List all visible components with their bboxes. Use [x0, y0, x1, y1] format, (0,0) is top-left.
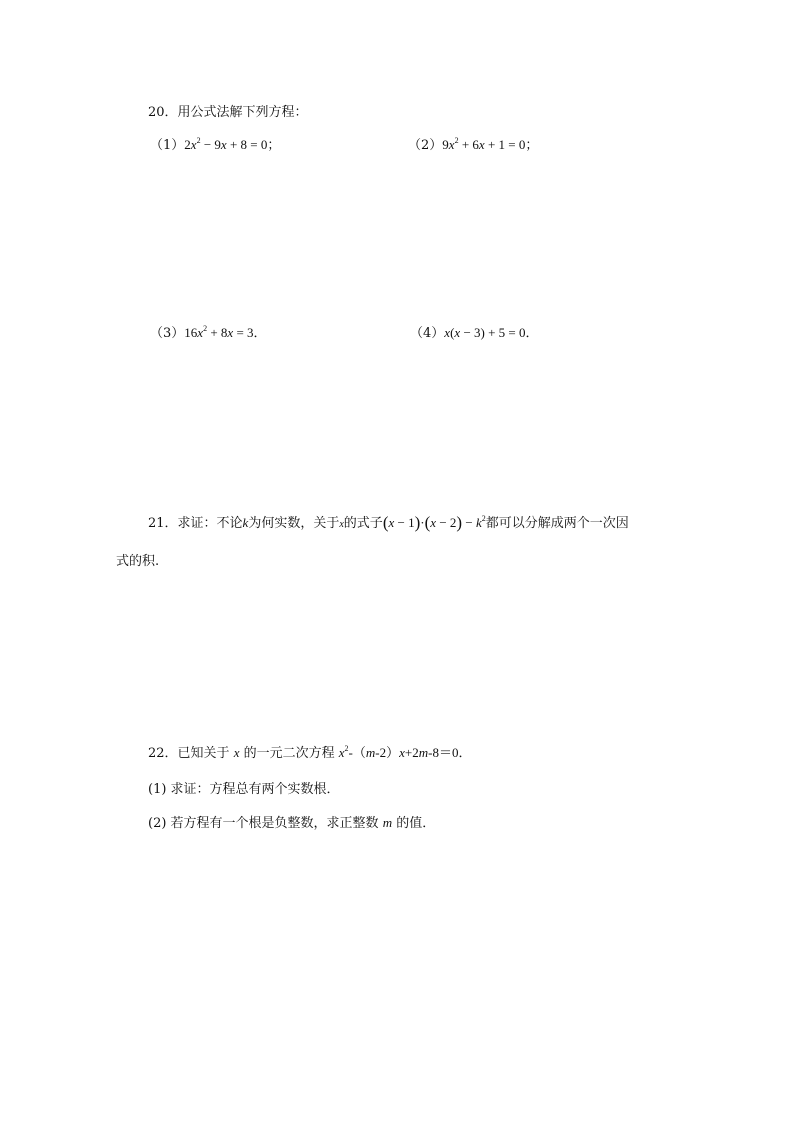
- var-x: x: [339, 519, 344, 530]
- item-end: ；: [267, 138, 281, 153]
- item-label: （2）: [408, 138, 443, 153]
- var-m: m: [382, 815, 393, 830]
- q22-sub1-text: (1) 求证：方程总有两个实数根．: [148, 782, 340, 797]
- q21-mid2: 的式子: [343, 516, 383, 531]
- q21-prefix: 21．求证：不论: [148, 516, 243, 531]
- item-end: ；: [525, 138, 539, 153]
- item-expression: $16x^2 + 8x = 3$: [184, 323, 254, 340]
- item-label: （3）: [150, 326, 185, 341]
- q22-heading-end: ．: [458, 746, 472, 761]
- q22-heading: [148, 745, 472, 762]
- q20-item-1: [150, 137, 280, 154]
- q22-sub-2: [148, 815, 435, 832]
- item-expression: $9x^2 + 6x + 1 = 0$: [442, 135, 526, 152]
- item-end: ．: [253, 326, 267, 341]
- q21-line-2: [116, 554, 159, 570]
- var-x: x: [233, 745, 240, 760]
- item-label: （4）: [410, 326, 445, 341]
- q22-sub2-prefix: (2) 若方程有一个根是负整数，求正整数: [148, 816, 379, 831]
- q21-line-1: [148, 515, 629, 533]
- q20-item-2: [408, 137, 538, 154]
- q22-equation: $x^2-(m-2)x+2m-8=0$: [338, 743, 459, 760]
- item-expression: x(x − 3) + 5 = 0: [444, 325, 526, 340]
- var-k: k: [242, 515, 249, 530]
- item-end: ．: [525, 326, 539, 341]
- q21-suffix: 都可以分解成两个一次因: [485, 516, 629, 531]
- q21-expression: $(x - 1)\cdot(x - 2) - k^2$: [382, 513, 486, 532]
- q20-heading-text: 20．用公式法解下列方程：: [148, 105, 308, 120]
- item-label: （1）: [150, 138, 185, 153]
- q22-heading-mid: 的一元二次方程: [243, 746, 335, 761]
- q20-item-3: [150, 325, 267, 342]
- q20-item-4: [410, 325, 539, 342]
- q20-heading: [148, 105, 308, 121]
- q22-sub2-suffix: 的值．: [396, 816, 436, 831]
- q21-mid1: 为何实数，关于: [248, 516, 340, 531]
- q22-heading-prefix: 22．已知关于: [148, 746, 230, 761]
- item-expression: $2x^2 - 9x + 8 = 0$: [184, 135, 268, 152]
- q21-line2-text: 式的积.: [116, 554, 160, 569]
- q22-sub-1: [148, 782, 340, 798]
